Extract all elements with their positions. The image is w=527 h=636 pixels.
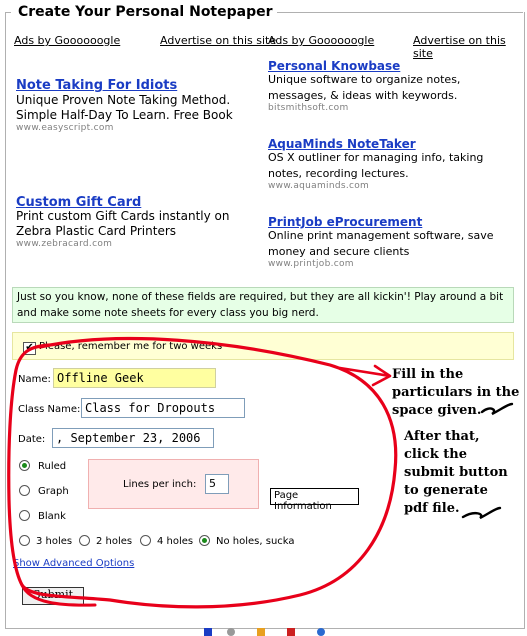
- ad-text: Unique Proven Note Taking Method. Simple Half-Day To Learn. Free Book: [16, 93, 233, 122]
- holes-2-label: 2 holes: [96, 536, 133, 547]
- ad-url[interactable]: www.zebracard.com: [16, 239, 113, 249]
- show-advanced-options-link[interactable]: Show Advanced Options: [13, 558, 135, 569]
- ruled-label: Ruled: [38, 461, 67, 472]
- ad-url[interactable]: www.easyscript.com: [16, 123, 114, 133]
- footer-icon[interactable]: [204, 628, 212, 636]
- footer-icon[interactable]: [227, 628, 235, 636]
- ad-text: Unique software to organize notes, messages, & ideas with keywords.: [268, 73, 461, 102]
- page-title: Create Your Personal Notepaper: [14, 4, 277, 20]
- frame-border: [5, 12, 11, 13]
- ads-by-link-right[interactable]: Ads by Goooooogle: [268, 34, 375, 47]
- ruled-radio[interactable]: [19, 460, 30, 471]
- advertise-link-right[interactable]: Advertise on this site: [413, 34, 506, 60]
- holes-2-radio[interactable]: [79, 535, 90, 546]
- footer-icon[interactable]: [257, 628, 265, 636]
- lines-per-inch-label: Lines per inch:: [123, 479, 197, 490]
- graph-label: Graph: [38, 486, 69, 497]
- footer-icon[interactable]: [287, 628, 295, 636]
- no-holes-radio[interactable]: [199, 535, 210, 546]
- name-input[interactable]: Offline Geek: [53, 368, 216, 388]
- lines-per-inch-input[interactable]: 5: [205, 474, 229, 494]
- frame-border: [266, 12, 523, 13]
- info-notice: Just so you know, none of these fields are required, but they are all kickin'! Play around a bit and make some note sheets for every class you big nerd.: [12, 287, 514, 323]
- ad-title[interactable]: AquaMinds NoteTaker: [268, 137, 416, 151]
- advertise-link-left[interactable]: Advertise on this site: [160, 34, 277, 47]
- holes-4-label: 4 holes: [157, 536, 194, 547]
- ad-url[interactable]: bitsmithsoft.com: [268, 103, 349, 113]
- blank-radio[interactable]: [19, 510, 30, 521]
- ad-title[interactable]: Custom Gift Card: [16, 195, 142, 210]
- footer-icon[interactable]: [317, 628, 325, 636]
- ad-url[interactable]: www.aquaminds.com: [268, 181, 370, 191]
- blank-label: Blank: [38, 511, 66, 522]
- class-name-label: Class Name:: [18, 404, 81, 415]
- no-holes-label: No holes, sucka: [216, 536, 295, 547]
- graph-radio[interactable]: [19, 485, 30, 496]
- ad-text: Online print management software, save money and secure clients: [268, 229, 494, 258]
- ad-text: Print custom Gift Cards instantly on Zebra Plastic Card Printers: [16, 209, 230, 238]
- name-label: Name:: [18, 374, 51, 385]
- ad-title[interactable]: Personal Knowbase: [268, 59, 401, 73]
- date-label: Date:: [18, 434, 46, 445]
- holes-3-radio[interactable]: [19, 535, 30, 546]
- class-name-input[interactable]: Class for Dropouts: [81, 398, 245, 418]
- ad-title[interactable]: Note Taking For Idiots: [16, 78, 178, 93]
- remember-checkbox[interactable]: ✔: [23, 342, 36, 355]
- date-input[interactable]: , September 23, 2006: [52, 428, 214, 448]
- remember-label: Please, remember me for two weeks: [39, 341, 223, 352]
- remember-me-row: [12, 332, 514, 360]
- holes-3-label: 3 holes: [36, 536, 73, 547]
- ad-text: OS X outliner for managing info, taking notes, recording lectures.: [268, 151, 484, 180]
- holes-4-radio[interactable]: [140, 535, 151, 546]
- submit-button[interactable]: Submit: [22, 587, 84, 605]
- annotation-note-fill-in: Fill in the particulars in the space given.: [392, 367, 520, 418]
- ad-url[interactable]: www.printjob.com: [268, 259, 354, 269]
- annotation-note-submit: After that, click the submit button to generate pdf file.: [404, 429, 508, 516]
- ads-by-link-left[interactable]: Ads by Goooooogle: [14, 34, 121, 47]
- page-information-button[interactable]: Page Information: [270, 488, 359, 505]
- ad-title[interactable]: PrintJob eProcurement: [268, 215, 423, 229]
